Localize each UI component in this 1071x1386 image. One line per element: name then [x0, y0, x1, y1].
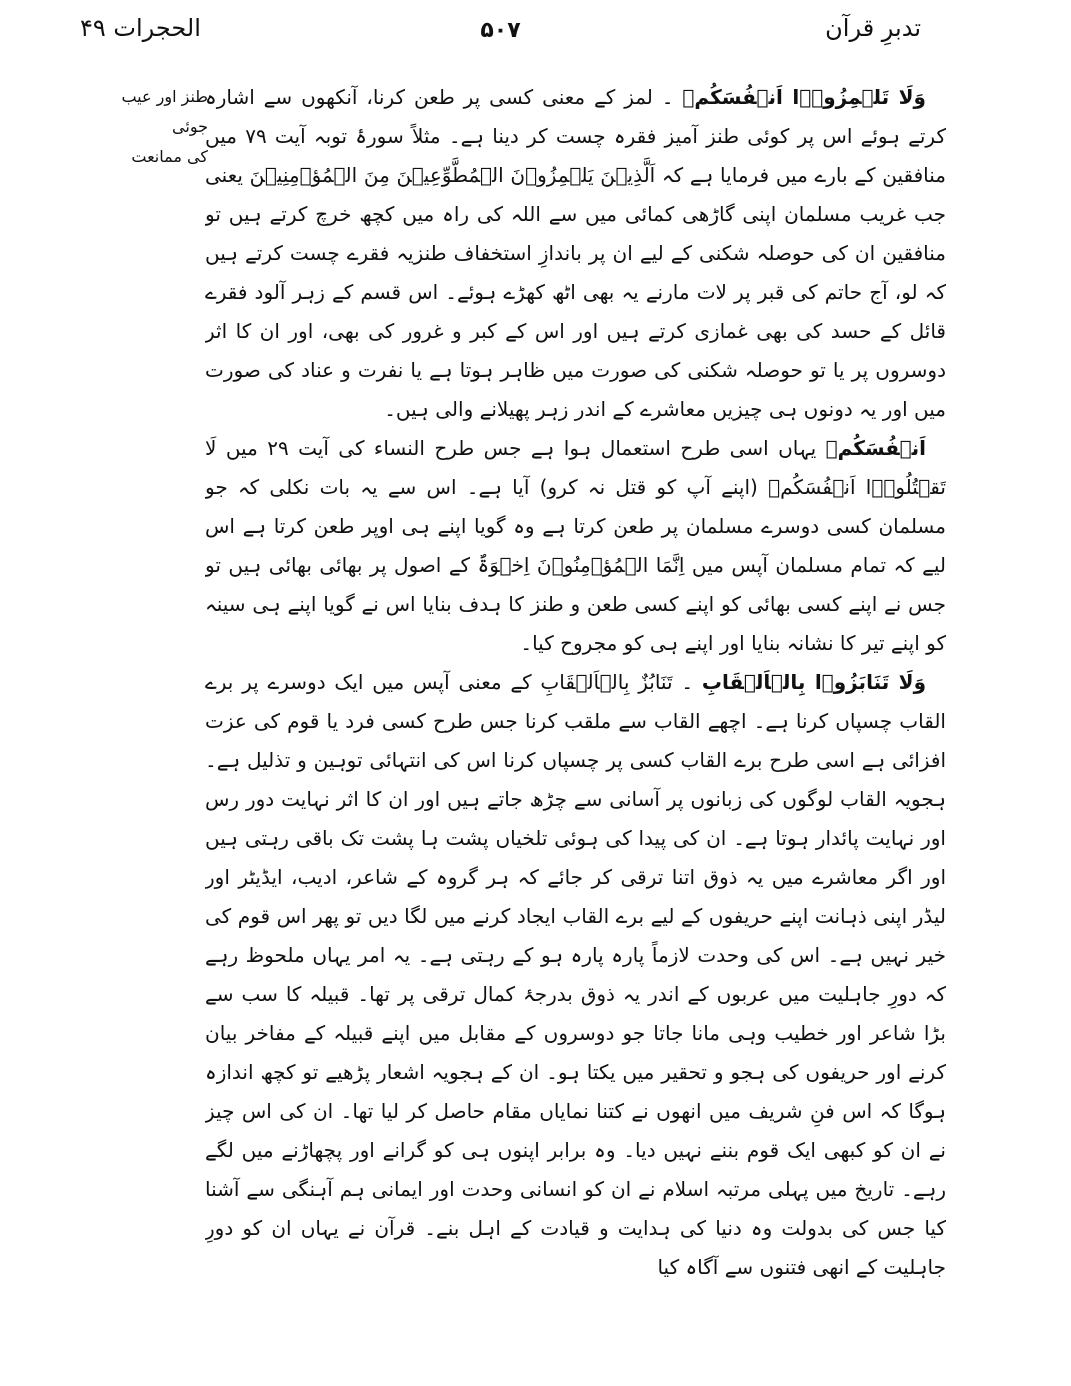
paragraph-text: یہاں اسی طرح استعمال ہوا ہے جس طرح النساء کی آیت ۲۹ میں لَا تَقۡتُلُوۡۤا اَنۡفُسَکُمۡ (اپنے آپ کو قتل نہ کرو) آیا ہے۔ اس سے یہ بات نکلی کہ جو مسلمان کسی دوسرے مسلمان پر طعن کرتا ہے وہ گویا اپنے ہی اوپر طعن کرتا ہے اس لیے کہ تمام مسلمان آپس میں اِنَّمَا الۡمُؤۡمِنُوۡنَ اِخۡوَۃٌ کے اصول پر بھائی بھائی ہیں تو جس نے اپنے کسی بھائی کو اپنے کسی طعن و طنز کا ہدف بنایا اس نے گویا اپنے ہی سینہ کو اپنے تیر کا نشانہ بنایا اور اپنے ہی کو مجروح کیا۔	[205, 436, 946, 655]
paragraph-text: ۔ تَنَابُزٌ بِالۡاَلۡقَابِ کے معنی آپس میں ایک دوسرے پر برے القاب چسپاں کرنا ہے۔ اچھے القاب سے ملقب کرنا جس طرح کسی فرد یا قوم کی عزت افزائی ہے اسی طرح برے القاب کسی پر چسپاں کرنا اس کی انتہائی توہین و تذلیل ہے۔ ہجویہ القاب لوگوں کی زبانوں پر آسانی سے چڑھ جاتے ہیں اور ان کا اثر نہایت دور رس اور نہایت پائدار ہوتا ہے۔ ان کی پیدا کی ہوئی تلخیاں پشت ہا پشت تک باقی رہتی ہیں اور اگر معاشرے میں یہ ذوق اتنا ترقی کر جائے کہ ہر گروہ کے شاعر، ادیب، ایڈیٹر اور لیڈر اپنی ذہانت اپنے حریفوں کے لیے برے القاب ایجاد کرنے میں لگا دیں تو پھر اس قوم کی خیر نہیں ہے۔ اس کی وحدت لازماً پارہ پارہ ہو کے رہتی ہے۔ یہ امر یہاں ملحوظ رہے کہ دورِ جاہلیت میں عربوں کے اندر یہ ذوق بدرجۂ کمال ترقی پر تھا۔ قبیلہ کا سب سے بڑا شاعر اور خطیب وہی مانا جاتا جو دوسروں کے مقابل میں اپنے قبیلہ کے مفاخر بیان کرنے اور حریفوں کی ہجو و تحقیر میں یکتا ہو۔ ان کے ہجویہ اشعار پڑھیے تو کچھ اندازہ ہوگا کہ اس فنِ شریف میں انھوں نے کتنا نمایاں مقام حاصل کر لیا تھا۔ ان کی اس چیز نے ان کو کبھی ایک قوم بننے نہیں دیا۔ وہ برابر اپنوں ہی کو گرانے اور پچھاڑنے میں لگے رہے۔ تاریخ میں پہلی مرتبہ اسلام نے ان کو انسانی وحدت اور ایمانی ہم آہنگی سے آشنا کیا جس کی بدولت وہ دنیا کی ہدایت و قیادت کے اہل بنے۔ قرآن نے یہاں ان کو دورِ جاہلیت کے انھی فتنوں سے آگاہ کیا	[205, 670, 946, 1279]
page-header	[80, 8, 921, 52]
margin-note	[118, 82, 208, 172]
margin-note-line-1: طنز اور عیب جوئی	[121, 87, 208, 136]
paragraph	[205, 78, 946, 429]
paragraph	[205, 429, 946, 663]
surah-reference: الحجرات ۴۹	[80, 14, 201, 42]
book-title: تدبرِ قرآن	[825, 14, 921, 42]
quran-quote: وَلَا تَلۡمِزُوۡۤا اَنۡفُسَکُمۡ	[682, 85, 926, 109]
quran-quote: وَلَا تَنَابَزُوۡا بِالۡاَلۡقَابِ	[701, 670, 926, 694]
page-number: ۵۰۷	[480, 18, 521, 43]
quran-quote: اَنۡفُسَکُمۡ	[825, 436, 927, 460]
paragraph	[205, 663, 946, 1287]
commentary-body	[205, 78, 946, 1376]
margin-note-line-2: کی ممانعت	[131, 147, 208, 166]
paragraph-text: ۔ لمز کے معنی کسی پر طعن کرنا، آنکھوں سے اشارہ کرتے ہوئے اس پر کوئی طنز آمیز فقرہ چست کر دینا ہے۔ مثلاً سورۂ توبہ آیت ۷۹ میں منافقین کے بارے میں فرمایا ہے کہ اَلَّذِیۡنَ یَلۡمِزُوۡنَ الۡمُطَّوِّعِیۡنَ مِنَ الۡمُؤۡمِنِیۡنَ یعنی جب غریب مسلمان اپنی گاڑھی کمائی میں سے اللہ کی راہ میں کچھ خرچ کرتے ہیں تو منافقین ان کی حوصلہ شکنی کے لیے ان پر باندازِ استخفاف طنزیہ فقرے چست کرتے ہیں کہ لو، آج حاتم کی قبر پر لات مارنے یہ بھی اٹھ کھڑے ہوئے۔ اس قسم کے زہر آلود فقرے قائل کے حسد کی بھی غمازی کرتے ہیں اور اس کے کبر و غرور کی بھی، اور ان کا اثر دوسروں پر یا تو حوصلہ شکنی کی صورت میں ظاہر ہوتا ہے یا نفرت و عناد کی صورت میں اور یہ دونوں ہی چیزیں معاشرے کے اندر زہر پھیلانے والی ہیں۔	[205, 85, 946, 421]
